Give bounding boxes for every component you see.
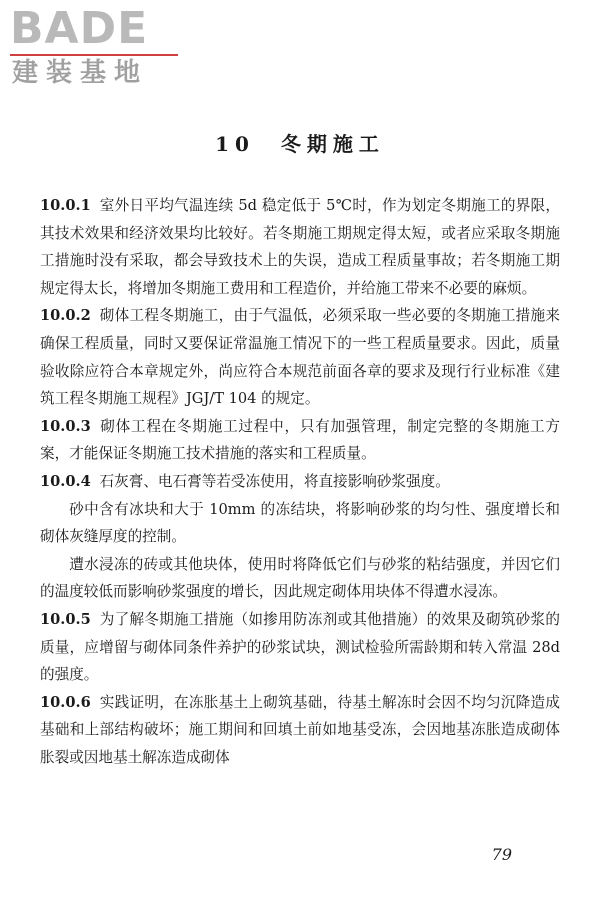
chapter-title: 10 冬期施工 [215, 132, 385, 156]
logo-subtitle: 建装基地 [12, 58, 149, 88]
section-text: 砌体工程在冬期施工过程中，只有加强管理，制定完整的冬期施工方案，才能保证冬期施工技术措施的落实和工程质量。 [40, 417, 560, 463]
paragraph [40, 496, 560, 551]
section-number: 10.0.6 [40, 693, 91, 711]
section-number: 10.0.2 [40, 307, 91, 325]
section-text: 为了解冬期施工措施（如掺用防冻剂或其他措施）的效果及砌筑砂浆的质量，应增留与砌体同条件养护的砂浆试块，测试检验所需龄期和转入常温 28d 的强度。 [40, 610, 560, 684]
section-text: 实践证明，在冻胀基土上砌筑基础，待基土解冻时会因不均匀沉降造成基础和上部结构破坏；施工期间和回填土前如地基受冻，会因地基冻胀造成砌体胀裂或因地基土解冻造成砌体 [40, 693, 560, 766]
section-10-0-6 [40, 689, 560, 772]
section-number: 10.0.1 [40, 197, 91, 214]
section-text: 砌体工程冬期施工，由于气温低，必须采取一些必要的冬期施工措施来确保工程质量，同时又要保证常温施工情况下的一些工程质量要求。因此，质量验收除应符合本章规定外，尚应符合本规范前面各章的要求及现行行业标准《建筑工程冬期施工规程》JGJ/T 104 的规定。 [40, 307, 560, 408]
section-10-0-2 [40, 302, 560, 412]
section-number: 10.0.4 [40, 472, 91, 490]
section-10-0-3 [40, 413, 560, 468]
document-body [40, 192, 560, 771]
logo-brand-text: BADE [10, 3, 149, 54]
paragraph-text: 砂中含有冰块和大于 10mm 的冻结块，将影响砂浆的均匀性、强度增长和砌体灰缝厚度的控制。 [40, 500, 560, 546]
page-number: 79 [491, 845, 512, 864]
paragraph [40, 551, 560, 606]
section-10-0-1 [40, 192, 560, 302]
section-number: 10.0.5 [40, 610, 91, 628]
paragraph-text: 遭水浸冻的砖或其他块体，使用时将降低它们与砂浆的粘结强度，并因它们的温度较低而影响砂浆强度的增长，因此规定砌体用块体不得遭水浸冻。 [40, 555, 560, 601]
logo-underline [10, 54, 178, 56]
section-10-0-5 [40, 606, 560, 689]
section-10-0-4 [40, 468, 560, 496]
section-text: 室外日平均气温连续 5d 稳定低于 5℃时，作为划定冬期施工的界限，其技术效果和经济效果均比较好。若冬期施工期规定得太短，或者应采取冬期施工措施时没有采取，都会导致技术上的失误，造成工程质量事故；若冬期施工期规定得太长，将增加冬期施工费用和工程造价，并给施工带来不必要的麻烦。 [40, 197, 560, 297]
section-number: 10.0.3 [40, 417, 91, 435]
brand-logo [10, 3, 180, 88]
section-text: 石灰膏、电石膏等若受冻使用，将直接影响砂浆强度。 [99, 472, 450, 490]
